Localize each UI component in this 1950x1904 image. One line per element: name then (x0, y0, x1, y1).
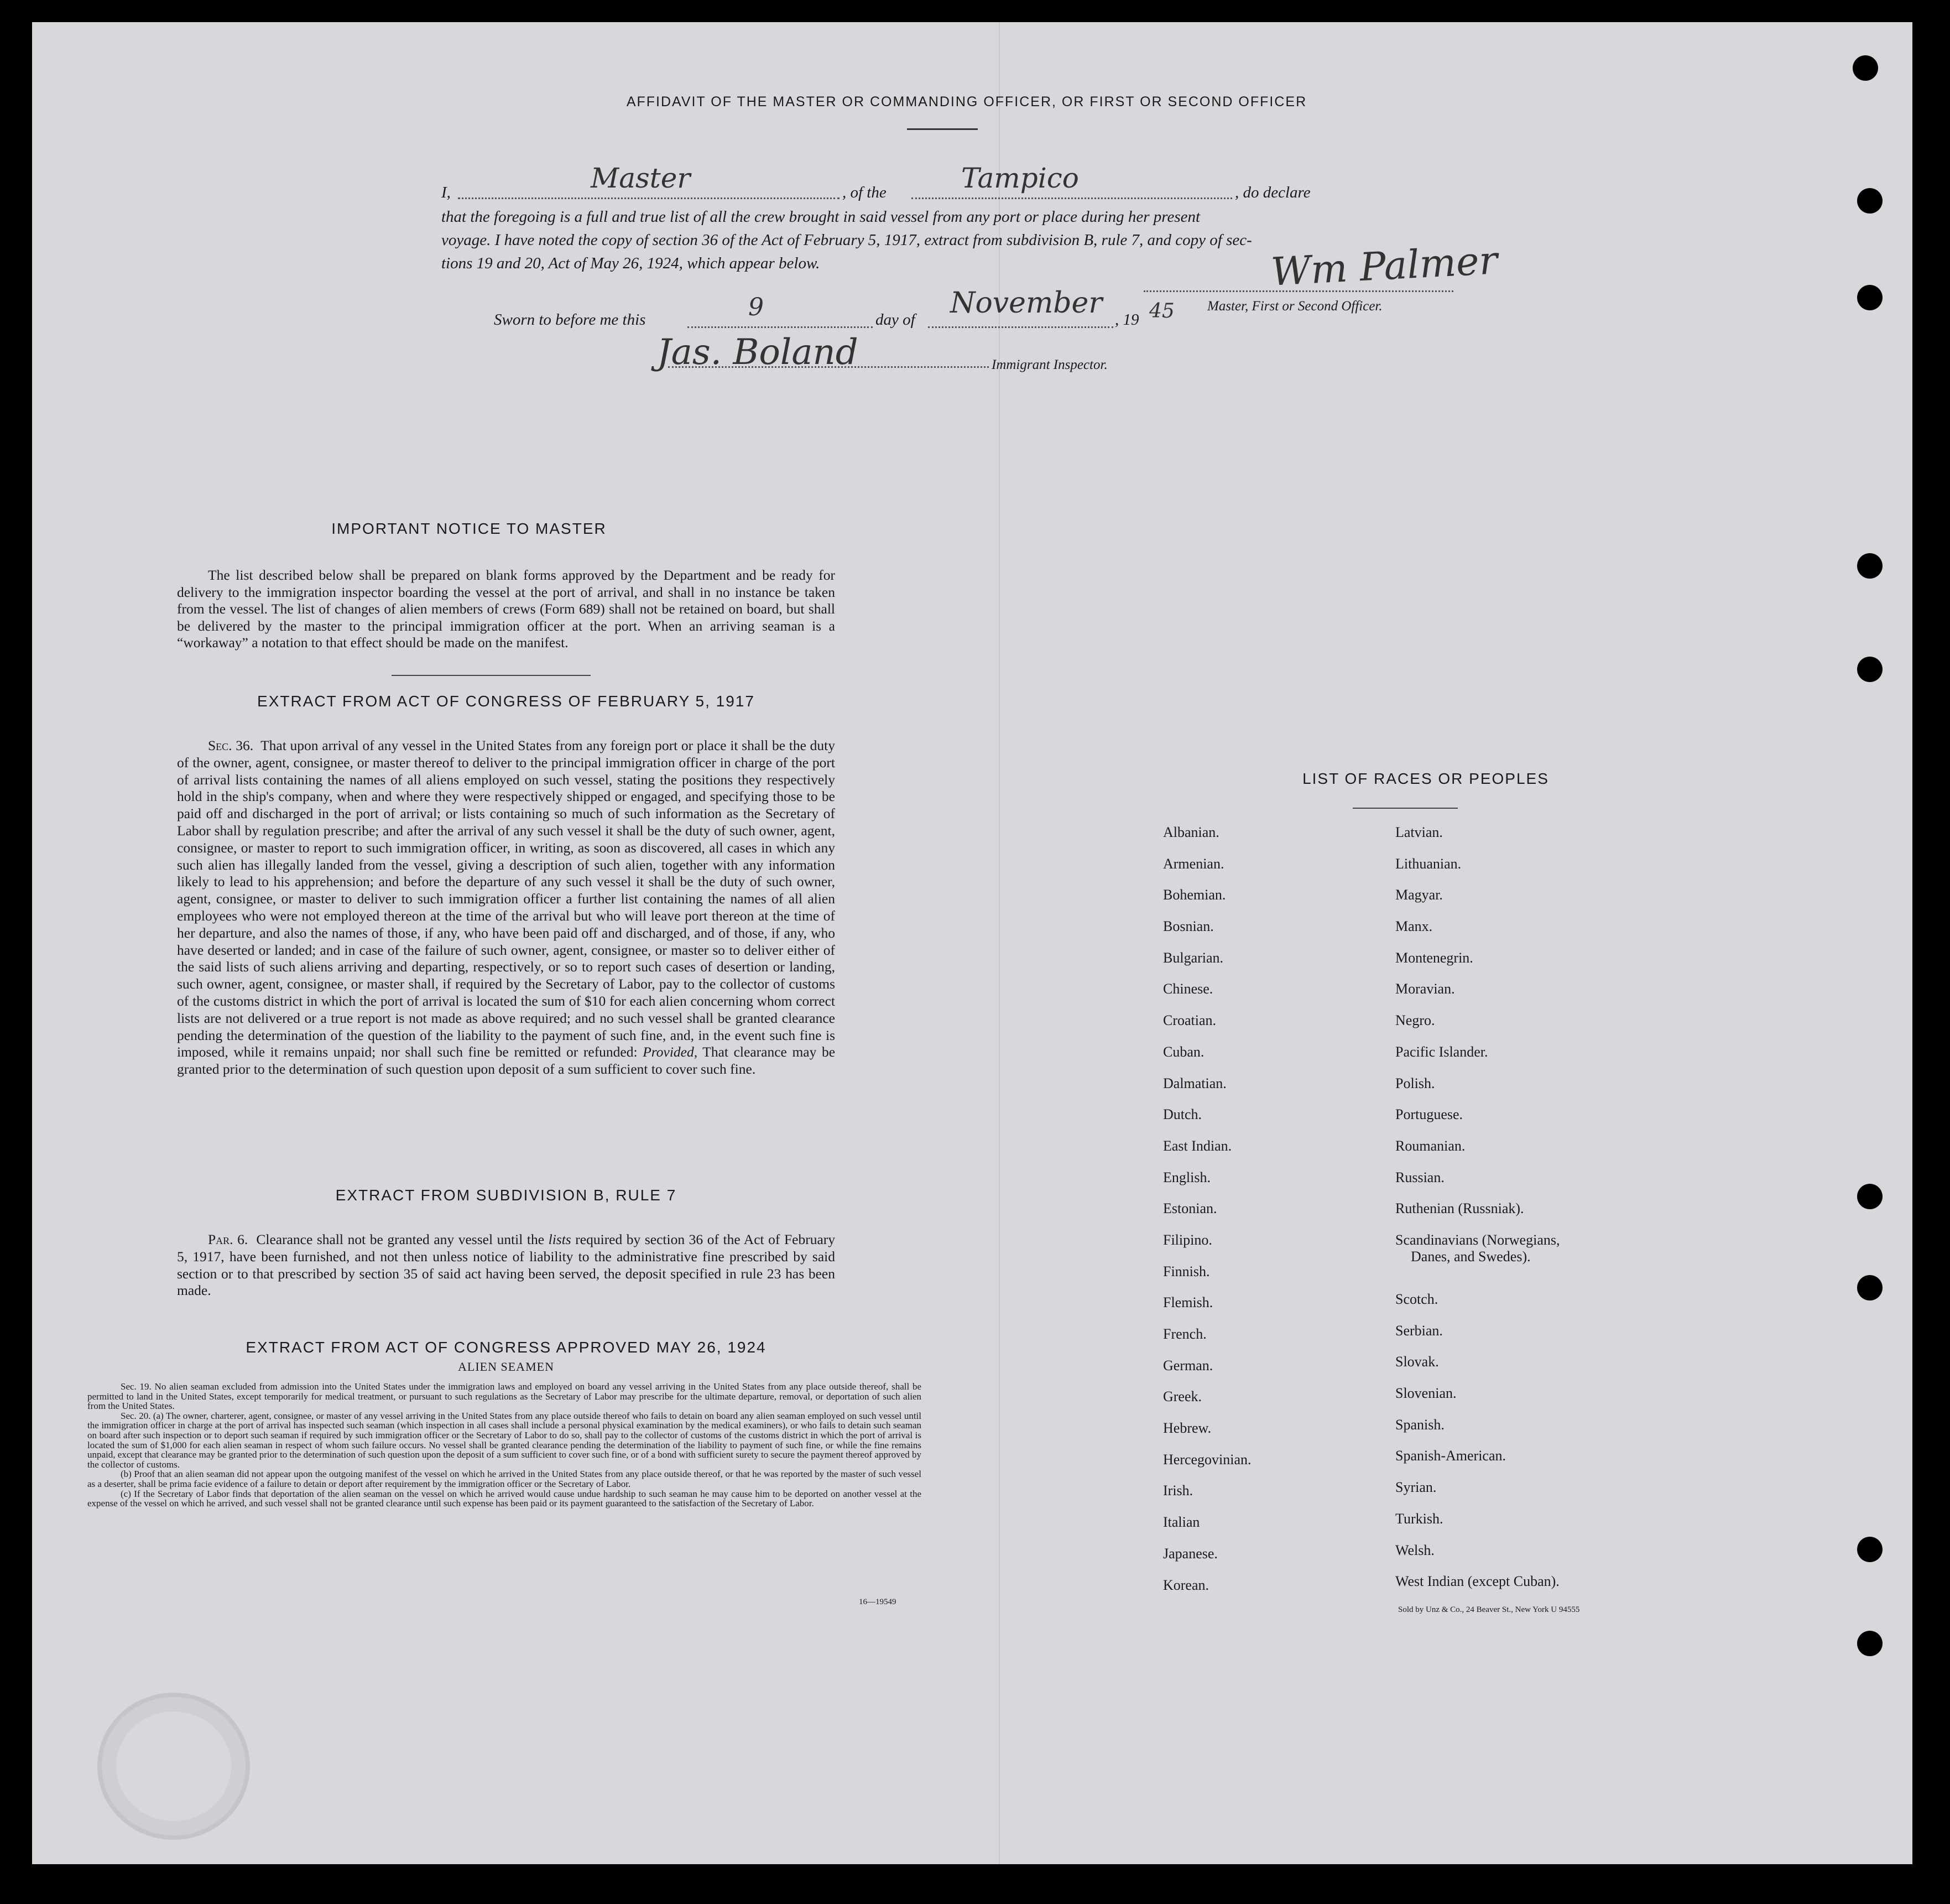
section-36-label: Sec. 36. (208, 737, 254, 753)
day-of-label: day of (875, 311, 915, 329)
races-right-column-bottom (1395, 1291, 1560, 1605)
rule-7-text-b: required by section 36 of the Act of February 5, 1917, have been furnished, and not then unless notice of liability to the administrative fine prescribed by said section or to that prescribed by section 35 of said act having been served, the deposit specified in rule 23 has been made. (177, 1231, 836, 1299)
form-number: 16—19549 (859, 1598, 896, 1606)
race-item: Armenian. (1163, 855, 1224, 872)
section-36-body: That upon arrival of any vessel in the United States from any foreign port or place it shall be the duty of the owner, agent, consignee, or master thereof to deliver to the principal immigration officer in charge of the port of arrival lists containing the names of all aliens employed on such vessel, stating the positions they respectively hold in the ship's company, when and where they were respectively shipped or engaged, and specifying those to be paid off and discharged in the port of arrival; or lists containing so much of such information as the Secretary of Labor shall by regulation prescribe; and after the arrival of any such vessel it shall be the duty of such owner, agent, consignee, or master to report to such immigration officer, in writing, as soon as discovered, all cases in which any such alien has illegally landed from the vessel, giving a description of such alien, together with any information likely to lead to his apprehension; and before the departure of any such vessel it shall be the duty of such owner, agent, consignee, or master to deliver to such immigration officer a further list containing the names of all alien employees who were not employed thereon at the time of the arrival but who will leave port thereon at the time of her departure, and also the names of those, if any, who have been paid off and discharged, and of those, if any, who have deserted or landed; and in case of the failure of such owner, agent, consignee, or master so to deliver either of the said lists of such aliens arriving and departing, respectively, or so to report such cases of desertion or landing, such owner, agent, consignee, or master shall, if required by the Secretary of Labor, pay to the collector of customs of the customs district in which the port of arrival is located the sum of $10 for each alien concerning whom correct lists are not delivered or a true report is not made as above required; and no such vessel shall be granted clearance pending the determination of the question of the liability to the payment of such fine, and, in the event such fine is imposed, while it remains unpaid; nor shall such fine be remitted or refunded: (177, 737, 835, 1060)
punch-hole (1857, 1184, 1883, 1209)
race-item: Dalmatian. (1163, 1075, 1227, 1091)
race-item: Syrian. (1395, 1479, 1437, 1496)
race-item: Spanish-American. (1395, 1448, 1506, 1464)
races-title: LIST OF RACES OR PEOPLES (1302, 770, 1549, 787)
inspector-signature: Jas. Boland (657, 332, 858, 373)
lists-word: lists (548, 1231, 571, 1247)
race-item: Japanese. (1163, 1545, 1218, 1562)
sworn-label: Sworn to before me this (494, 311, 646, 329)
race-item: Cuban. (1163, 1043, 1205, 1060)
extract-1917-text (177, 737, 835, 1078)
extract-1924-title: EXTRACT FROM ACT OF CONGRESS APPROVED MAY 26, 1924 (246, 1339, 767, 1356)
affidavit-body-line2: voyage. I have noted the copy of section 36 of the Act of February 5, 1917, extract from subdivision B, rule 7, and copy of sec- (441, 231, 1252, 249)
rule-7-title: EXTRACT FROM SUBDIVISION B, RULE 7 (335, 1187, 677, 1204)
master-signature-line (1144, 285, 1453, 292)
races-right-column-top (1395, 824, 1524, 1232)
race-item: Slovak. (1395, 1354, 1439, 1370)
race-item: West Indian (except Cuban). (1395, 1573, 1560, 1590)
race-item: German. (1163, 1357, 1213, 1374)
par-6-label: Par. 6. (208, 1231, 248, 1247)
day-field (687, 293, 873, 328)
declarant-name-field (458, 162, 840, 199)
race-item: Serbian. (1395, 1322, 1443, 1339)
race-item: Italian (1163, 1514, 1200, 1531)
races-left-column (1163, 824, 1252, 1608)
year-label: , 19 (1115, 311, 1139, 329)
race-item: Albanian. (1163, 824, 1219, 840)
punch-hole (1857, 1537, 1883, 1562)
race-item: Bulgarian. (1163, 949, 1224, 966)
race-item: Turkish. (1395, 1510, 1443, 1527)
vessel-name-field (911, 162, 1232, 199)
inspector-caption: Immigrant Inspector. (992, 357, 1108, 372)
race-item: Ruthenian (Russniak). (1395, 1200, 1524, 1217)
race-item: Magyar. (1395, 887, 1443, 903)
race-item: Croatian. (1163, 1012, 1217, 1029)
affidavit-body-line3: tions 19 and 20, Act of May 26, 1924, which appear below. (441, 254, 820, 272)
race-item: Latvian. (1395, 824, 1443, 840)
punch-hole (1857, 285, 1883, 310)
master-caption: Master, First or Second Officer. (1207, 299, 1383, 314)
declarant-name-handwritten: Master (591, 162, 691, 194)
month-field (928, 287, 1113, 328)
race-item: Hebrew. (1163, 1420, 1212, 1437)
race-item: Pacific Islander. (1395, 1043, 1488, 1060)
race-item: Negro. (1395, 1012, 1435, 1029)
affidavit-body-line1: that the foregoing is a full and true list of all the crew brought in said vessel from any port or place during her present (441, 208, 1201, 226)
sec-20b-text: (b) Proof that an alien seaman did not appear upon the outgoing manifest of the vessel on which he arrived in the United States from any place outside thereof, or that he was reported by the master of such vessel as a deserter, shall be prima facie evidence of a failure to detain or deport after requirement by the immigration officer or the Secretary of Labor. (87, 1469, 921, 1489)
race-item: Korean. (1163, 1577, 1209, 1593)
race-item: Portuguese. (1395, 1106, 1463, 1123)
title-rule (907, 128, 978, 130)
punch-hole (1857, 553, 1883, 579)
race-item: Russian. (1395, 1169, 1445, 1185)
race-item: Slovenian. (1395, 1385, 1457, 1402)
rule-7-text-a: Clearance shall not be granted any vessel until the (256, 1231, 545, 1247)
race-item: Lithuanian. (1395, 855, 1462, 872)
race-scandinavians (1395, 1232, 1560, 1265)
sec-19-text: Sec. 19. No alien seaman excluded from admission into the United States under the immigration laws and employed on board any vessel arriving in the United States from any place outside thereof, shall be permitted to land in the United States, except temporarily for medical treatment, or pursuant to such regulations as the Secretary of Labor may prescribe for the ultimate departure, removal, or deportation of such alien from the United States. (87, 1381, 921, 1412)
race-item: Montenegrin. (1395, 949, 1473, 966)
affidavit-title: AFFIDAVIT OF THE MASTER OR COMMANDING OFFICER, OR FIRST OR SECOND OFFICER (626, 94, 1307, 110)
month-handwritten: November (950, 287, 1103, 320)
race-item: Roumanian. (1395, 1137, 1466, 1154)
race-item: Welsh. (1395, 1542, 1435, 1558)
race-item: French. (1163, 1326, 1207, 1342)
race-item: Hercegovinian. (1163, 1451, 1252, 1468)
day-handwritten: 9 (748, 293, 764, 321)
proviso-text: That clearance may be granted prior to the determination of such question upon deposit of a sum sufficient to cover such fine. (177, 1044, 836, 1078)
notice-text: The list described below shall be prepared on blank forms approved by the Department and be ready for delivery to the immigration inspector boarding the vessel at the port of arrival, and shall in no instance be taken from the vessel. The list of changes of alien members of crews (Form 689) shall not be retained on board, but shall be delivered by the master to the principal immigration officer at the port. When an arriving seaman is a “workaway” a notation to that effect should be made on the manifest. (177, 567, 835, 651)
extract-1917-title: EXTRACT FROM ACT OF CONGRESS OF FEBRUARY 5, 1917 (257, 693, 755, 710)
master-signature: Wm Palmer (1270, 237, 1499, 295)
document-page (32, 22, 1912, 1864)
race-item: Scotch. (1395, 1291, 1438, 1307)
race-item: Dutch. (1163, 1106, 1202, 1123)
extract-1924-subtitle: ALIEN SEAMEN (458, 1360, 554, 1374)
punch-hole (1857, 188, 1883, 214)
race-item: English. (1163, 1169, 1211, 1185)
extract-1924-text (87, 1382, 921, 1508)
race-item: Irish. (1163, 1482, 1193, 1499)
race-item: Greek. (1163, 1388, 1202, 1405)
race-item: Estonian. (1163, 1200, 1217, 1217)
race-item: Chinese. (1163, 981, 1213, 997)
race-item: Polish. (1395, 1075, 1435, 1091)
punch-hole (1857, 657, 1883, 682)
of-the-label: , of the (842, 184, 887, 201)
sec-20a-text: Sec. 20. (a) The owner, charterer, agent, consignee, or master of any vessel arriving in the United States from any place outside thereof who fails to detain on board any alien seaman employed on such vessel until the immigration officer in charge at the port of arrival has inspected such seaman (which inspection in all cases shall include a personal physical examination by the medical examiners), or who fails to detain such seaman on board after such inspection or to deport such seaman if required by such immigration officer or the Secretary of Labor to do so, shall pay to the collector of customs of the customs district in which the port of arrival is located the sum of $1,000 for each alien seaman in respect of whom such failure occurs. No vessel shall be granted clearance pending the determination of the liability to payment of such fine, or while the fine remains unpaid, except that clearance may be granted prior to the determination of such question upon the deposit of a sum sufficient to cover such fine, or of a bond with sufficient surety to secure the payment thereof approved by the collector of customs. (87, 1410, 921, 1470)
rule-7-text (177, 1231, 835, 1299)
race-item: Bosnian. (1163, 918, 1214, 935)
embossed-seal (97, 1693, 250, 1840)
races-divider (1353, 808, 1458, 809)
race-item: Bohemian. (1163, 887, 1226, 903)
race-item: Filipino. (1163, 1231, 1212, 1248)
race-item: Finnish. (1163, 1263, 1210, 1279)
notice-title: IMPORTANT NOTICE TO MASTER (331, 520, 607, 537)
section-divider (392, 675, 591, 676)
inspector-signature-line (668, 361, 989, 368)
race-item: Spanish. (1395, 1416, 1445, 1433)
punch-hole (1857, 1631, 1883, 1656)
do-declare-label: , do declare (1235, 184, 1311, 201)
race-item: East Indian. (1163, 1137, 1232, 1154)
race-scandinavians-line1: Scandinavians (Norwegians, (1395, 1232, 1560, 1248)
sec-20c-text: (c) If the Secretary of Labor finds that deportation of the alien seaman on the vessel on which he arrived would cause undue hardship to such seaman he may cause him to be deported on another vessel at the expense of the vessel on which he arrived, and such vessel shall not be granted clearance until such expense has been paid or its payment guaranteed to the satisfaction of the Secretary of Labor. (87, 1488, 921, 1509)
proviso-word: Provided, (643, 1044, 698, 1060)
race-item: Flemish. (1163, 1294, 1213, 1311)
declarant-label: I, (441, 184, 451, 201)
vessel-name-handwritten: Tampico (961, 162, 1079, 194)
race-scandinavians-line2: Danes, and Swedes). (1411, 1248, 1531, 1265)
race-item: Manx. (1395, 918, 1433, 935)
year-handwritten: 45 (1149, 300, 1175, 322)
printer-note: Sold by Unz & Co., 24 Beaver St., New York U 94555 (1398, 1605, 1580, 1614)
punch-hole (1853, 55, 1878, 81)
punch-hole (1857, 1275, 1883, 1300)
race-item: Moravian. (1395, 981, 1455, 997)
